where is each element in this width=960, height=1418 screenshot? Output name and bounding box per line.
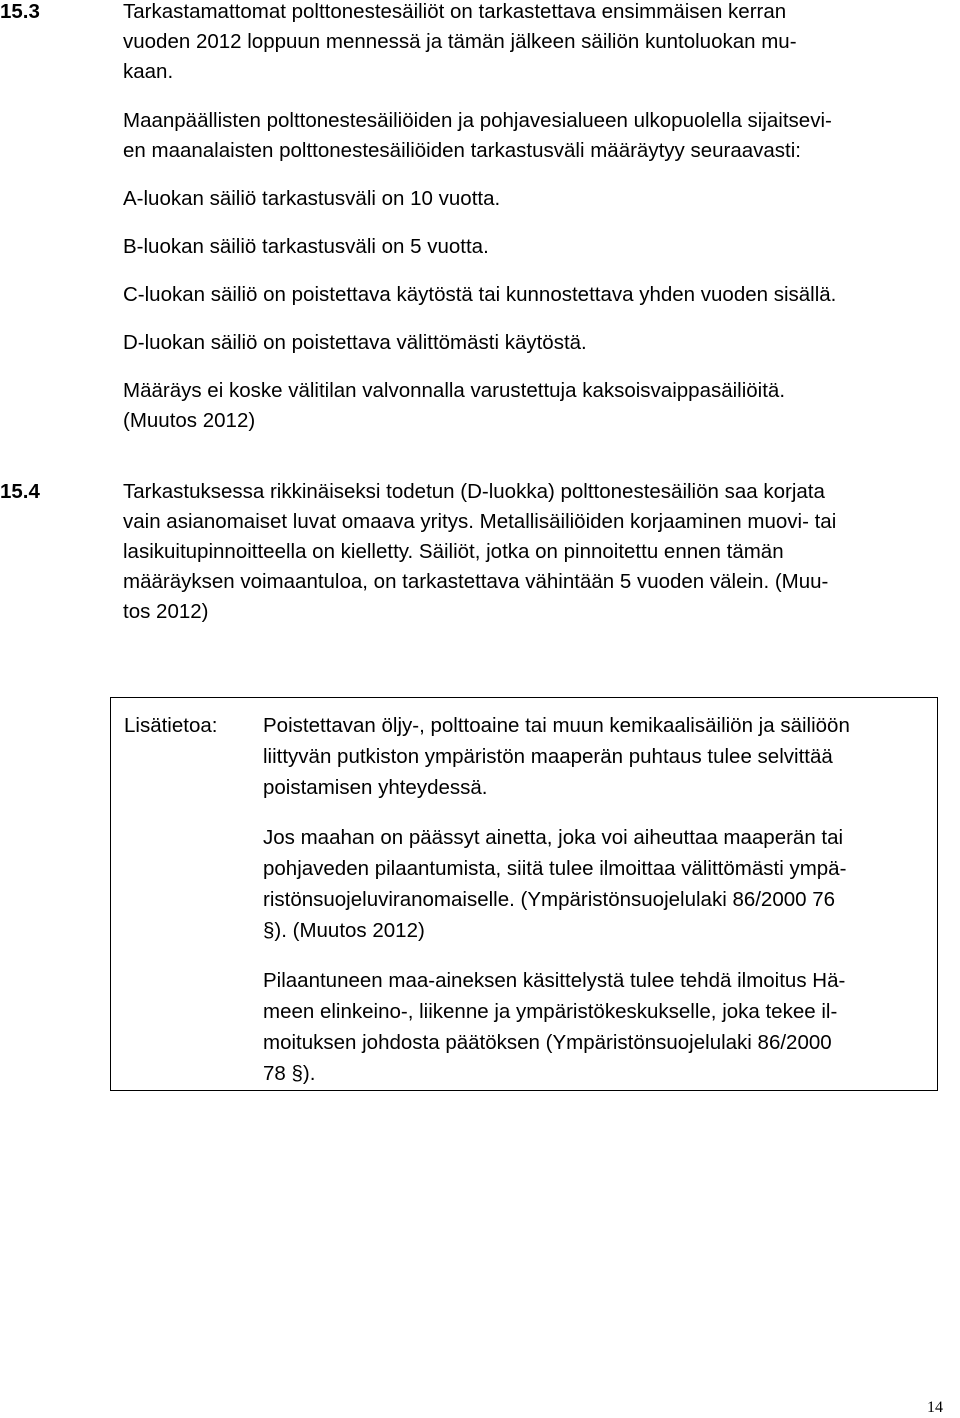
paragraph-class-b — [123, 232, 945, 262]
info-body — [263, 710, 928, 1089]
text-line: Tarkastuksessa rikkinäiseksi todetun (D-luokka) polttonestesäiliön saa korjata — [123, 480, 825, 503]
text-line: Poistettavan öljy-, polttoaine tai muun kemikaalisäiliön ja säiliöön — [263, 714, 850, 737]
text-line: (Muutos 2012) — [123, 409, 256, 432]
text-line: Pilaantuneen maa-aineksen käsittelystä tulee tehdä ilmoitus Hä- — [263, 969, 846, 992]
text-line: pohjaveden pilaantumista, siitä tulee ilmoittaa välittömästi ympä- — [263, 857, 847, 880]
info-paragraph-contamination — [263, 822, 928, 946]
text-line: kaan. — [123, 60, 174, 83]
text-line: tos 2012) — [123, 600, 209, 623]
text-line: Maanpäällisten polttonestesäiliöiden ja pohjavesialueen ulkopuolella sijaitsevi- — [123, 109, 832, 132]
text-line: D-luokan säiliö on poistettava välittömästi käytöstä. — [123, 331, 587, 354]
text-line: 78 §). — [263, 1062, 316, 1085]
info-box — [110, 697, 938, 1091]
section-number: 15.4 — [0, 480, 40, 503]
text-line: §). (Muutos 2012) — [263, 919, 425, 942]
paragraph-inspection-interval — [123, 106, 945, 166]
text-line: Tarkastamattomat polttonestesäiliöt on tarkastettava ensimmäisen kerran — [123, 0, 787, 23]
section-body — [123, 0, 945, 436]
text-line: lasikuitupinnoitteella on kielletty. Säiliöt, jotka on pinnoitettu ennen tämän — [123, 540, 784, 563]
section-body — [123, 477, 945, 627]
paragraph-untested-tanks — [123, 0, 945, 87]
text-line: ristönsuojeluviranomaiselle. (Ympäristönsuojelulaki 86/2000 76 — [263, 888, 836, 911]
paragraph-class-c — [123, 280, 945, 310]
info-paragraph-notification — [263, 965, 928, 1089]
page-number: 14 — [927, 1399, 943, 1416]
paragraph-class-d — [123, 328, 945, 358]
text-line: en maanalaisten polttonestesäiliöiden tarkastusväli määräytyy seuraavasti: — [123, 139, 802, 162]
text-line: vuoden 2012 loppuun mennessä ja tämän jälkeen säiliön kuntoluokan mu- — [123, 30, 797, 53]
text-line: C-luokan säiliö on poistettava käytöstä tai kunnostettava yhden vuoden sisällä. — [123, 283, 837, 306]
text-line: B-luokan säiliö tarkastusväli on 5 vuotta. — [123, 235, 489, 258]
info-label: Lisätietoa: — [124, 714, 218, 737]
paragraph-exemption — [123, 376, 945, 436]
text-line: poistamisen yhteydessä. — [263, 776, 488, 799]
text-line: A-luokan säiliö tarkastusväli on 10 vuotta. — [123, 187, 501, 210]
text-line: vain asianomaiset luvat omaava yritys. Metallisäiliöiden korjaaminen muovi- tai — [123, 510, 837, 533]
paragraph-class-a — [123, 184, 945, 214]
text-line: määräyksen voimaantuloa, on tarkastettava vähintään 5 vuoden välein. (Muu- — [123, 570, 829, 593]
paragraph-repair — [123, 477, 945, 627]
text-line: meen elinkeino-, liikenne ja ympäristökeskukselle, joka tekee il- — [263, 1000, 838, 1023]
text-line: moituksen johdosta päätöksen (Ympäristönsuojelulaki 86/2000 — [263, 1031, 832, 1054]
text-line: liittyvän putkiston ympäristön maaperän puhtaus tulee selvittää — [263, 745, 833, 768]
info-paragraph-removal — [263, 710, 928, 803]
text-line: Jos maahan on päässyt ainetta, joka voi aiheuttaa maaperän tai — [263, 826, 844, 849]
text-line: Määräys ei koske välitilan valvonnalla varustettuja kaksoisvaippasäiliöitä. — [123, 379, 786, 402]
section-number: 15.3 — [0, 0, 40, 23]
